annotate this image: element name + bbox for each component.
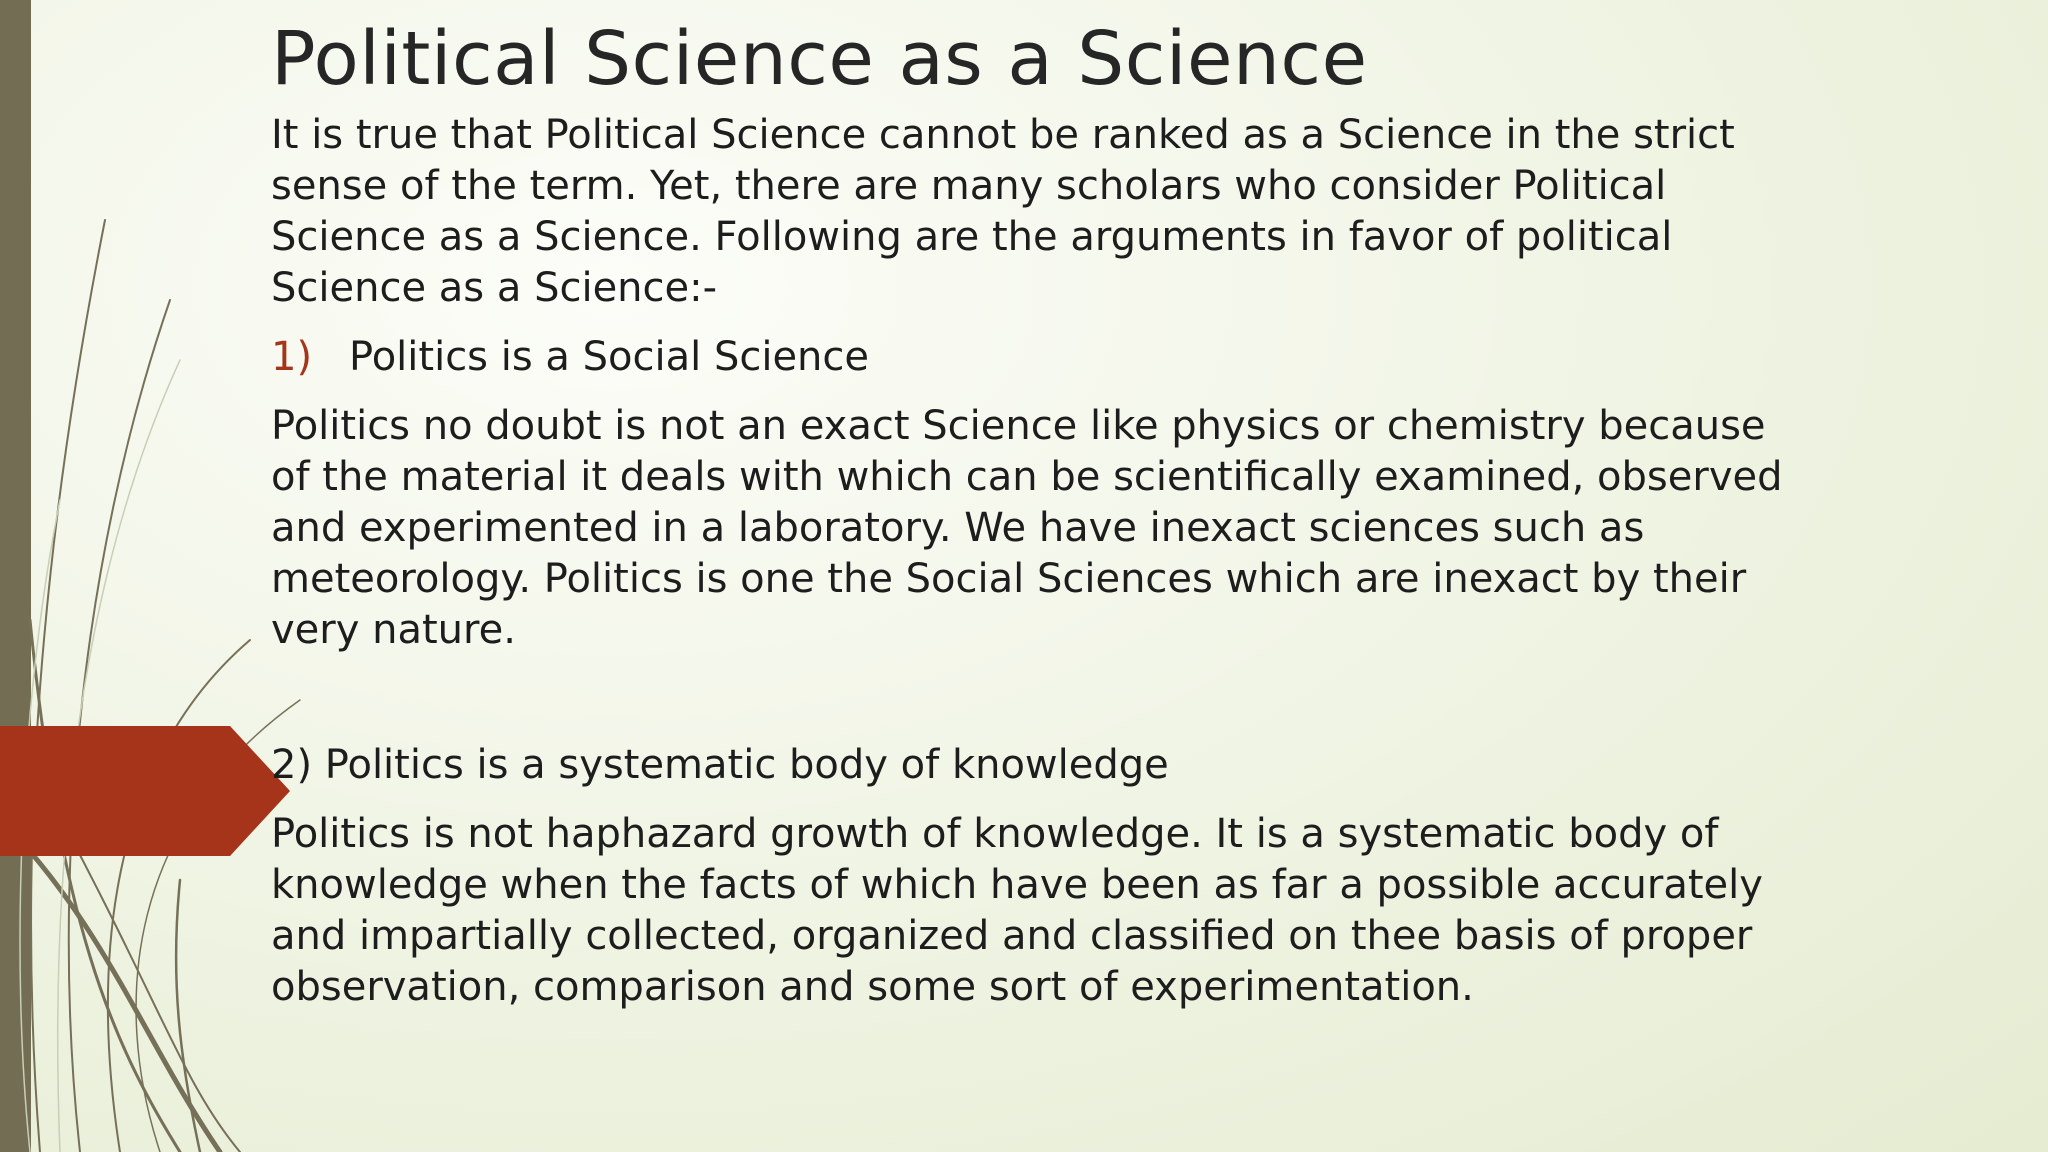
point-1-heading: Politics is a Social Science — [349, 334, 869, 380]
point-1-body: Politics no doubt is not an exact Science like physics or chemistry because of the material it deals with which can be scientifically examined, observed and experimented in a laboratory. We have inexact sciences such as meteorology. Politics is one the Social Sciences which are inexact by their very nature. — [271, 403, 1783, 653]
slide-content — [271, 14, 1791, 1013]
point-1-heading-row — [271, 332, 1791, 383]
slide-title: Political Science as a Science — [271, 16, 1368, 102]
point-2-body: Politics is not haphazard growth of knowledge. It is a systematic body of knowledge when the facts of which have been as far a possible accurately and impartially collected, organized and classified on thee basis of proper observation, comparison and some sort of experimentation. — [271, 811, 1763, 1010]
point-1-number: 1) — [271, 334, 313, 380]
intro-paragraph: It is true that Political Science cannot be ranked as a Science in the strict sense of the term. Yet, there are many scholars who consider Political Science as a Science. Following are the arguments in favor of political Science as a Science:- — [271, 112, 1735, 311]
point-2-heading: 2) Politics is a systematic body of knowledge — [271, 742, 1169, 788]
red-accent-arrow — [0, 726, 290, 856]
